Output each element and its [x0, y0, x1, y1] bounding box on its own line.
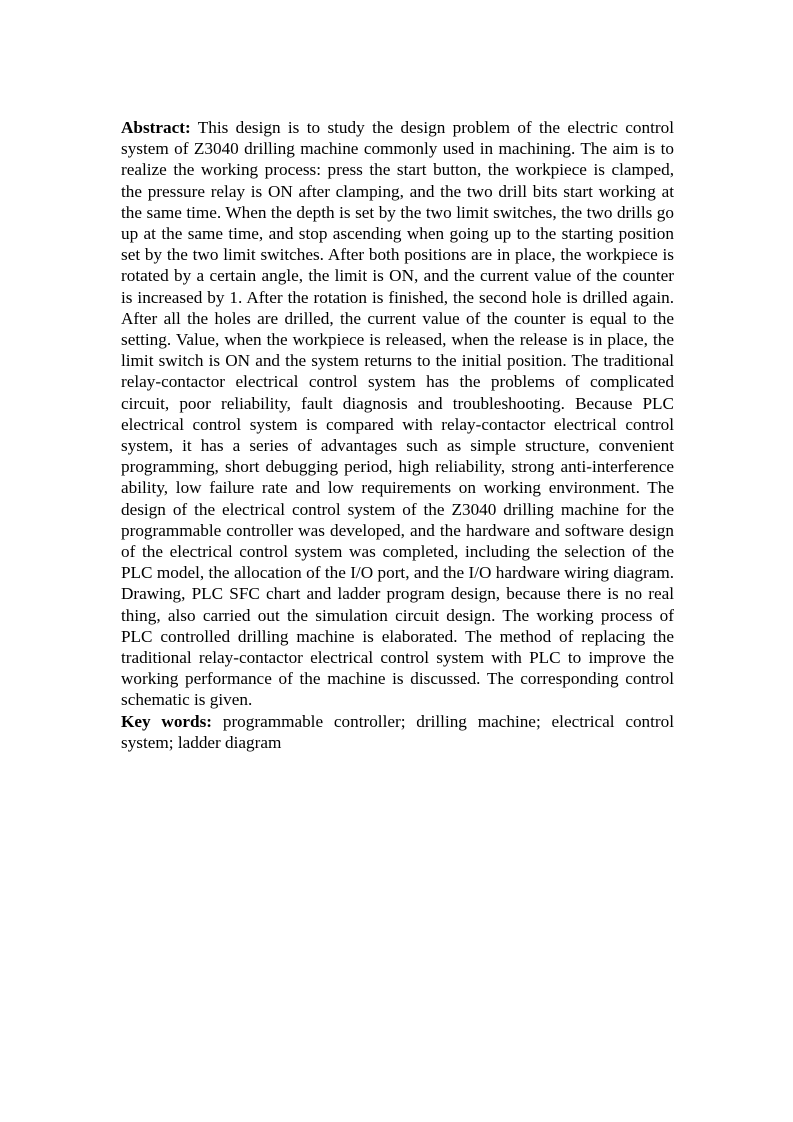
abstract-label: Abstract: [121, 118, 191, 137]
keywords-text: programmable controller; drilling machine; electrical control system; ladder diagram [121, 711, 675, 752]
abstract-paragraph [121, 117, 674, 711]
abstract-section [121, 117, 674, 753]
keywords-paragraph [121, 711, 674, 753]
abstract-text: This design is to study the design problem of the electric control system of Z3040 drilling machine commonly used in machining. The aim is to realize the working process: press the start button, the workpiece is clamped, the pressure relay is ON after clamping, and the two drill bits start working at the same time. When the depth is set by the two limit switches, the two drills go up at the same time, and stop ascending when going up to the starting position set by the two limit switches. After both positions are in place, the workpiece is rotated by a certain angle, the limit is ON, and the current value of the counter is increased by 1. After the rotation is finished, the second hole is drilled again. After all the holes are drilled, the current value of the counter is equal to the setting. Value, when the workpiece is released, when the release is in place, the limit switch is ON and the system returns to the initial position. The traditional relay-contactor electrical control system has the problems of complicated circuit, poor reliability, fault diagnosis and troubleshooting. Because PLC electrical control system is compared with relay-contactor electrical control system, it has a series of advantages such as simple structure, convenient programming, short debugging period, high reliability, strong anti-interference ability, low failure rate and low requirements on working environment. The design of the electrical control system of the Z3040 drilling machine for the programmable controller was developed, and the hardware and software design of the electrical control system was completed, including the selection of the PLC model, the allocation of the I/O port, and the I/O hardware wiring diagram. Drawing, PLC SFC chart and ladder program design, because there is no real thing, also carried out the simulation circuit design. The working process of PLC controlled drilling machine is elaborated. The method of replacing the traditional relay-contactor electrical control system with PLC to improve the working performance of the machine is discussed. The corresponding control schematic is given. [121, 118, 674, 710]
keywords-label: Key words: [121, 711, 213, 731]
